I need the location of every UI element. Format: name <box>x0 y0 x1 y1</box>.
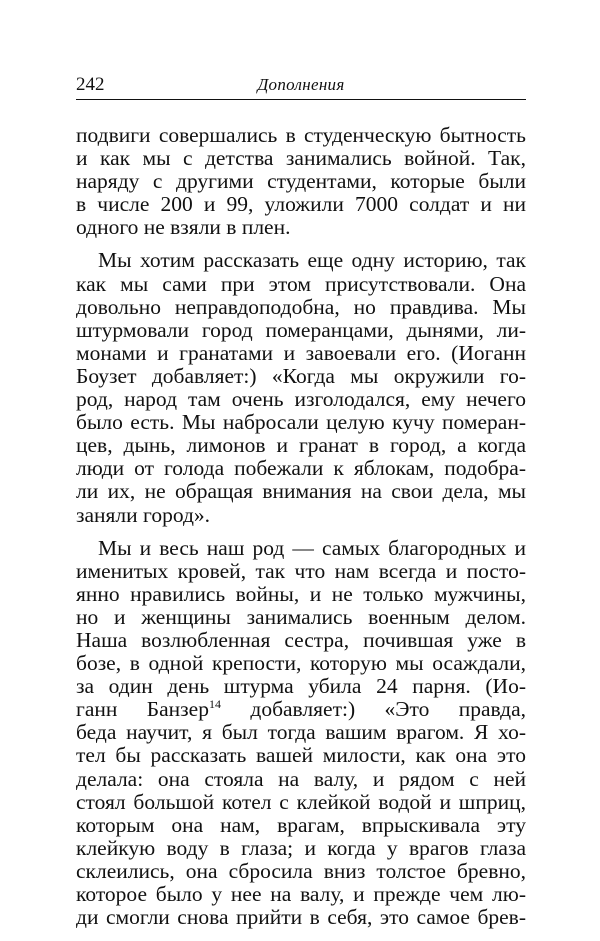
text-line: Мы и весь наш род — самых благородных и <box>98 535 526 560</box>
text-fragment: ганн Банзер <box>76 697 209 722</box>
text-line: довольно неправдоподобна, но правдива. Мы <box>76 294 526 319</box>
text-line: одного не взяли в плен. <box>76 215 291 240</box>
text-fragment: добавляет:) «Это правда, <box>250 697 526 722</box>
text-line: штурмовали город померанцами, дынями, ли- <box>76 317 526 342</box>
text-line: в числе 200 и 99, уложили 7000 солдат и ни <box>76 192 526 217</box>
text-line: Мы хотим рассказать еще одну историю, так <box>98 248 526 273</box>
text-line: тел бы рассказать вашей милости, как она это <box>76 743 526 768</box>
text-line: делала: она стояла на валу, и рядом с ней <box>76 766 526 791</box>
footnote-ref: 14 <box>208 697 221 712</box>
text-line-with-footnote <box>76 698 526 721</box>
text-line: монами и гранатами и завоевали его. (Иоганн <box>76 340 526 365</box>
text-line: склеились, она сбросила вниз толстое бревно, <box>76 858 526 883</box>
text-line: беда научит, я был тогда вашим врагом. Я хо- <box>76 720 526 745</box>
text-line: и как мы с детства занимались войной. Так, <box>76 146 526 171</box>
text-line: янно нравились войны, и не только мужчины, <box>76 581 526 606</box>
text-line: но и женщины занимались военным делом. <box>76 604 526 629</box>
text-line: как мы сами при этом присутствовали. Она <box>76 271 526 296</box>
text-line: которое было у нее на валу, и прежде чем лю- <box>76 882 526 906</box>
text-line: ли их, не обращая внимания на свои дела, мы <box>76 479 526 504</box>
text-line: подвиги совершались в студенческую бытность <box>76 123 526 147</box>
text-line: именитых кровей, так что нам всегда и посто- <box>76 558 526 583</box>
text-line: цев, дынь, лимонов и гранат в город, а когда <box>76 433 526 458</box>
header-rule <box>76 99 526 100</box>
text-line: стоял большой котел с клейкой водой и шприц, <box>76 789 526 814</box>
text-line: наряду с другими студентами, которые были <box>76 169 526 194</box>
text-line: было есть. Мы набросали целую кучу померан- <box>76 410 526 435</box>
text-line: клейкую воду в глаза; и когда у врагов глаза <box>76 835 526 860</box>
text-line: бозе, в одной крепости, которую мы осаждали, <box>76 651 526 676</box>
text-line: люди от голода побежали к яблокам, подобра- <box>76 456 526 481</box>
text-line: которым она нам, врагам, впрыскивала эту <box>76 812 526 837</box>
text-line: Наша возлюбленная сестра, почившая уже в <box>76 627 526 652</box>
running-head <box>76 70 526 102</box>
text-line: Боузет добавляет:) «Когда мы окружили го- <box>76 363 526 388</box>
running-title: Дополнения <box>257 75 345 94</box>
text-line: род, народ там очень изголодался, ему нечего <box>76 387 526 412</box>
text-line: ди смогли снова прийти в себя, это самое брев- <box>76 905 526 930</box>
text-line: за один день штурма убила 24 парня. (Ио- <box>76 674 526 699</box>
text-line: заняли город». <box>76 502 211 527</box>
body-text <box>76 124 526 929</box>
page-number: 242 <box>76 74 105 95</box>
